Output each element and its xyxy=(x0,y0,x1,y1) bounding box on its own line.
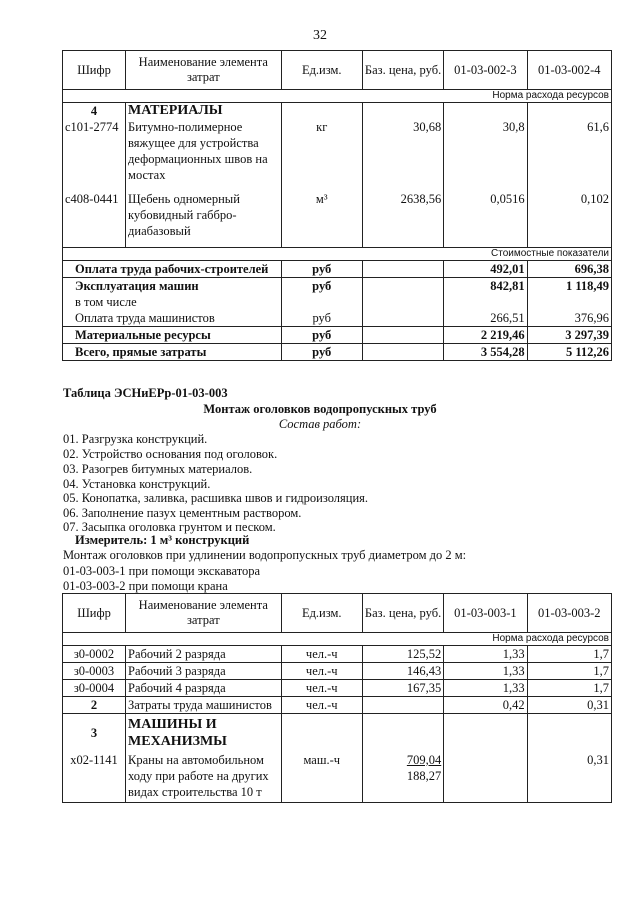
row-code: с408-0441 xyxy=(63,191,126,248)
row-code: з0-0004 xyxy=(63,680,126,697)
row-code: х02-1141 xyxy=(63,752,126,803)
col-header-norm-2: 01-03-003-2 xyxy=(527,594,611,633)
row-unit: кг xyxy=(281,119,362,191)
cost-value-1: 842,81 xyxy=(444,278,527,295)
cost-value-1: 266,51 xyxy=(444,310,527,327)
cost-value-2: 376,96 xyxy=(527,310,611,327)
cost-label: Стоимостные показатели xyxy=(63,248,612,261)
cost-name: Материальные ресурсы xyxy=(63,327,282,344)
work-item: 06. Заполнение пазух цементным раствором. xyxy=(63,506,302,520)
work-item: 02. Устройство основания под оголовок. xyxy=(63,447,278,461)
row-value-1: 1,33 xyxy=(444,663,527,680)
col-header-code: Шифр xyxy=(63,594,126,633)
table-row xyxy=(63,663,612,680)
variant-item: 01-03-003-1 при помощи экскаватора xyxy=(63,564,261,578)
col-header-code: Шифр xyxy=(63,51,126,90)
col-header-price: Баз. цена, руб. xyxy=(362,594,443,633)
row-price: 2638,56 xyxy=(362,191,443,248)
col-header-price: Баз. цена, руб. xyxy=(362,51,443,90)
cost-value-2: 696,38 xyxy=(527,261,611,278)
section-title: МАТЕРИАЛЫ xyxy=(126,103,282,120)
row-unit: чел.-ч xyxy=(281,697,362,714)
row-unit: м³ xyxy=(281,191,362,248)
work-item: 03. Разогрев битумных материалов. xyxy=(63,462,253,476)
row-value-2: 0,31 xyxy=(527,697,611,714)
row-value-1: 1,33 xyxy=(444,680,527,697)
cost-name: Оплата труда машинистов xyxy=(63,310,282,327)
row-price-struck: 709,04 xyxy=(406,753,442,767)
table-header-row xyxy=(63,51,612,90)
row-value-1 xyxy=(444,752,527,803)
cost-value-1: 3 554,28 xyxy=(444,344,527,361)
cost-row xyxy=(63,327,612,344)
cost-unit: руб xyxy=(281,344,362,361)
row-value-2: 1,7 xyxy=(527,646,611,663)
norm-label: Норма расхода ресурсов xyxy=(63,633,612,646)
row-value-2: 0,31 xyxy=(527,752,611,803)
cost-name: Эксплуатация машин xyxy=(63,278,282,295)
table-header-row xyxy=(63,594,612,633)
row-price: 125,52 xyxy=(362,646,443,663)
row-unit: маш.-ч xyxy=(281,752,362,803)
col-header-norm-2: 01-03-002-4 xyxy=(527,51,611,90)
row-name: Рабочий 3 разряда xyxy=(126,663,282,680)
row-name: Рабочий 4 разряда xyxy=(126,680,282,697)
cost-row xyxy=(63,344,612,361)
row-name: Рабочий 2 разряда xyxy=(126,646,282,663)
cost-row xyxy=(63,278,612,295)
col-header-norm-1: 01-03-002-3 xyxy=(444,51,527,90)
cost-unit: руб xyxy=(281,278,362,295)
row-name: Затраты труда машинистов xyxy=(126,697,282,714)
table-row xyxy=(63,697,612,714)
row-name: Краны на автомобильном ходу при работе на других видах строительства 10 т xyxy=(126,752,282,803)
row-value-2: 1,7 xyxy=(527,663,611,680)
cost-unit: руб xyxy=(281,310,362,327)
cost-unit: руб xyxy=(281,327,362,344)
row-code: 2 xyxy=(63,697,126,714)
row-value-1: 30,8 xyxy=(444,119,527,191)
work-item: 04. Установка конструкций. xyxy=(63,477,211,491)
row-value-2: 61,6 xyxy=(527,119,611,191)
row-price xyxy=(362,752,443,803)
cost-value-1: 2 219,46 xyxy=(444,327,527,344)
col-header-unit: Ед.изм. xyxy=(281,594,362,633)
cost-name: Оплата труда рабочих-строителей xyxy=(63,261,282,278)
row-price: 146,43 xyxy=(362,663,443,680)
table-row xyxy=(63,752,612,803)
row-code: з0-0003 xyxy=(63,663,126,680)
work-item: 07. Засыпка оголовка грунтом и песком. xyxy=(63,520,276,534)
row-price-alt: 188,27 xyxy=(406,769,442,783)
cost-value-1: 492,01 xyxy=(444,261,527,278)
cost-value-2: 1 118,49 xyxy=(527,278,611,295)
row-unit: чел.-ч xyxy=(281,646,362,663)
col-header-unit: Ед.изм. xyxy=(281,51,362,90)
row-value-1: 0,42 xyxy=(444,697,527,714)
table-row xyxy=(63,119,612,191)
cost-name: Всего, прямые затраты xyxy=(63,344,282,361)
cost-value-2: 3 297,39 xyxy=(527,327,611,344)
description: Монтаж оголовков при удлинении водопропускных труб диаметром до 2 м: xyxy=(63,548,467,562)
col-header-norm-1: 01-03-003-1 xyxy=(444,594,527,633)
section-heading: Монтаж оголовков водопропускных труб xyxy=(203,402,437,416)
cost-row xyxy=(63,310,612,327)
cost-row xyxy=(63,294,612,310)
row-code: з0-0002 xyxy=(63,646,126,663)
row-unit: чел.-ч xyxy=(281,680,362,697)
variant-item: 01-03-003-2 при помощи крана xyxy=(63,579,228,593)
cost-unit: руб xyxy=(281,261,362,278)
row-unit: чел.-ч xyxy=(281,663,362,680)
section-code: 3 xyxy=(63,714,126,753)
row-value-2: 1,7 xyxy=(527,680,611,697)
row-value-1: 1,33 xyxy=(444,646,527,663)
row-price: 30,68 xyxy=(362,119,443,191)
section-subheading: Состав работ: xyxy=(278,417,362,431)
cost-row xyxy=(63,261,612,278)
resource-table-2 xyxy=(62,593,612,803)
section-row xyxy=(63,103,612,120)
cost-name: в том числе xyxy=(63,294,282,310)
row-price: 167,35 xyxy=(362,680,443,697)
table-row xyxy=(63,646,612,663)
table-title: Таблица ЭСНиЕРр-01-03-003 xyxy=(63,386,228,400)
row-value-2: 0,102 xyxy=(527,191,611,248)
row-value-1: 0,0516 xyxy=(444,191,527,248)
col-header-name: Наименование элемента затрат xyxy=(126,594,282,633)
page-number: 32 xyxy=(313,28,327,43)
cost-value-2: 5 112,26 xyxy=(527,344,611,361)
measure-unit: Измеритель: 1 м³ конструкций xyxy=(75,533,250,547)
norm-label: Норма расхода ресурсов xyxy=(63,90,612,103)
section-code: 4 xyxy=(63,103,126,120)
work-item: 05. Конопатка, заливка, расшивка швов и гидроизоляция. xyxy=(63,491,369,505)
resource-table-1 xyxy=(62,50,612,361)
row-name: Щебень одномерный кубовидный габбро-диабазовый xyxy=(126,191,282,248)
row-code: с101-2774 xyxy=(63,119,126,191)
work-item: 01. Разгрузка конструкций. xyxy=(63,432,208,446)
row-name: Битумно-полимерное вяжущее для устройства деформационных швов на мостах xyxy=(126,119,282,191)
section-row xyxy=(63,714,612,753)
table-row xyxy=(63,680,612,697)
table-row xyxy=(63,191,612,248)
col-header-name: Наименование элемента затрат xyxy=(126,51,282,90)
section-title: МАШИНЫ И МЕХАНИЗМЫ xyxy=(126,714,282,753)
